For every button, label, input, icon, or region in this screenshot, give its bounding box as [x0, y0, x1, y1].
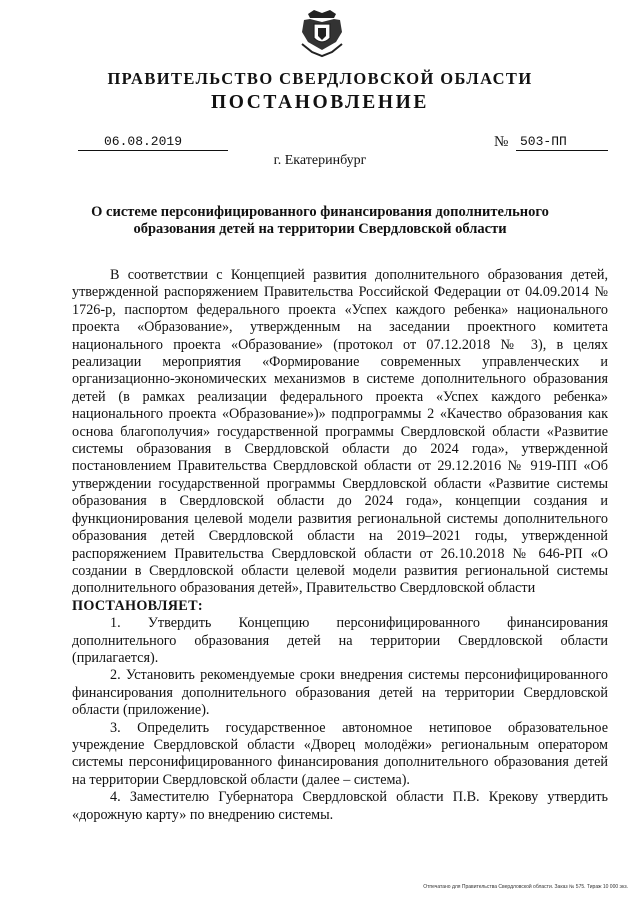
document-title: О системе персонифицированного финансирования дополнительного образования детей на территории Свердловской области — [91, 204, 549, 237]
item-1: 1. Утвердить Концепцию персонифицированного финансирования дополнительного образования детей на территории Свердловской области (прилагается). — [72, 615, 608, 666]
city: г. Екатеринбург — [273, 153, 367, 168]
number-sign: № — [494, 134, 509, 150]
organization-name: ПРАВИТЕЛЬСТВО СВЕРДЛОВСКОЙ ОБЛАСТИ — [107, 69, 533, 88]
preamble-paragraph: В соответствии с Концепцией развития дополнительного образования детей, утвержденной распоряжением Правительства Российской Федерации от 04.09.2014 № 1726-р, паспортом федерального проекта «Успех каждого ребенка» национального проекта «Образование», утвержденным на заседании проектного комитета национального проекта «Образование» (протокол от 07.12.2018 № 3), в целях реализации мероприятия «Формирование современных управленческих и организационно-экономических механизмов в системе дополнительного образования детей (в рамках реализации федерального проекта «Успех каждого ребенка» национального проекта «Образование»)» подпрограммы 2 «Качество образования как основа благополучия» государственной программы Свердловской области «Развитие системы образования в Свердловской области до 2024 года», утвержденной постановлением Правительства Свердловской области от 29.12.2016 № 919-ПП «Об утверждении государственной программы Свердловской области «Развитие системы образования в Свердловской области до 2024 года», концепции создания и функционирования целевой модели развития региональной системы дополнительного образования детей Свердловской области на 2019–2021 годы, утвержденной распоряжением Правительства Свердловской области от 26.10.2018 № 646-РП «О создании в Свердловской области целевой модели развития региональной системы дополнительного образования детей», Правительство Свердловской области — [72, 267, 608, 597]
item-4: 4. Заместителю Губернатора Свердловской области П.В. Крекову утвердить «дорожную карту» по внедрению системы. — [72, 789, 608, 823]
document-body — [72, 267, 608, 824]
document-type: ПОСТАНОВЛЕНИЕ — [210, 92, 430, 113]
item-2: 2. Установить рекомендуемые сроки внедрения системы персонифицированного финансирования дополнительного образования детей на территории Свердловской области (приложение). — [72, 667, 608, 719]
document-date: 06.08.2019 — [78, 134, 228, 151]
item-3: 3. Определить государственное автономное нетиповое образовательное учреждение Свердловской области «Дворец молодёжи» региональным оператором системы персонифицированного финансирования дополнительного образования детей на территории Свердловской области (далее – система). — [72, 719, 608, 788]
print-note: Отпечатано для Правительства Свердловской области. Заказ № 575. Тираж 10 000 экз. — [423, 884, 628, 890]
decree-heading: ПОСТАНОВЛЯЕТ: — [72, 597, 203, 614]
document-number: 503-ПП — [516, 134, 608, 151]
coat-of-arms-icon — [300, 8, 344, 58]
